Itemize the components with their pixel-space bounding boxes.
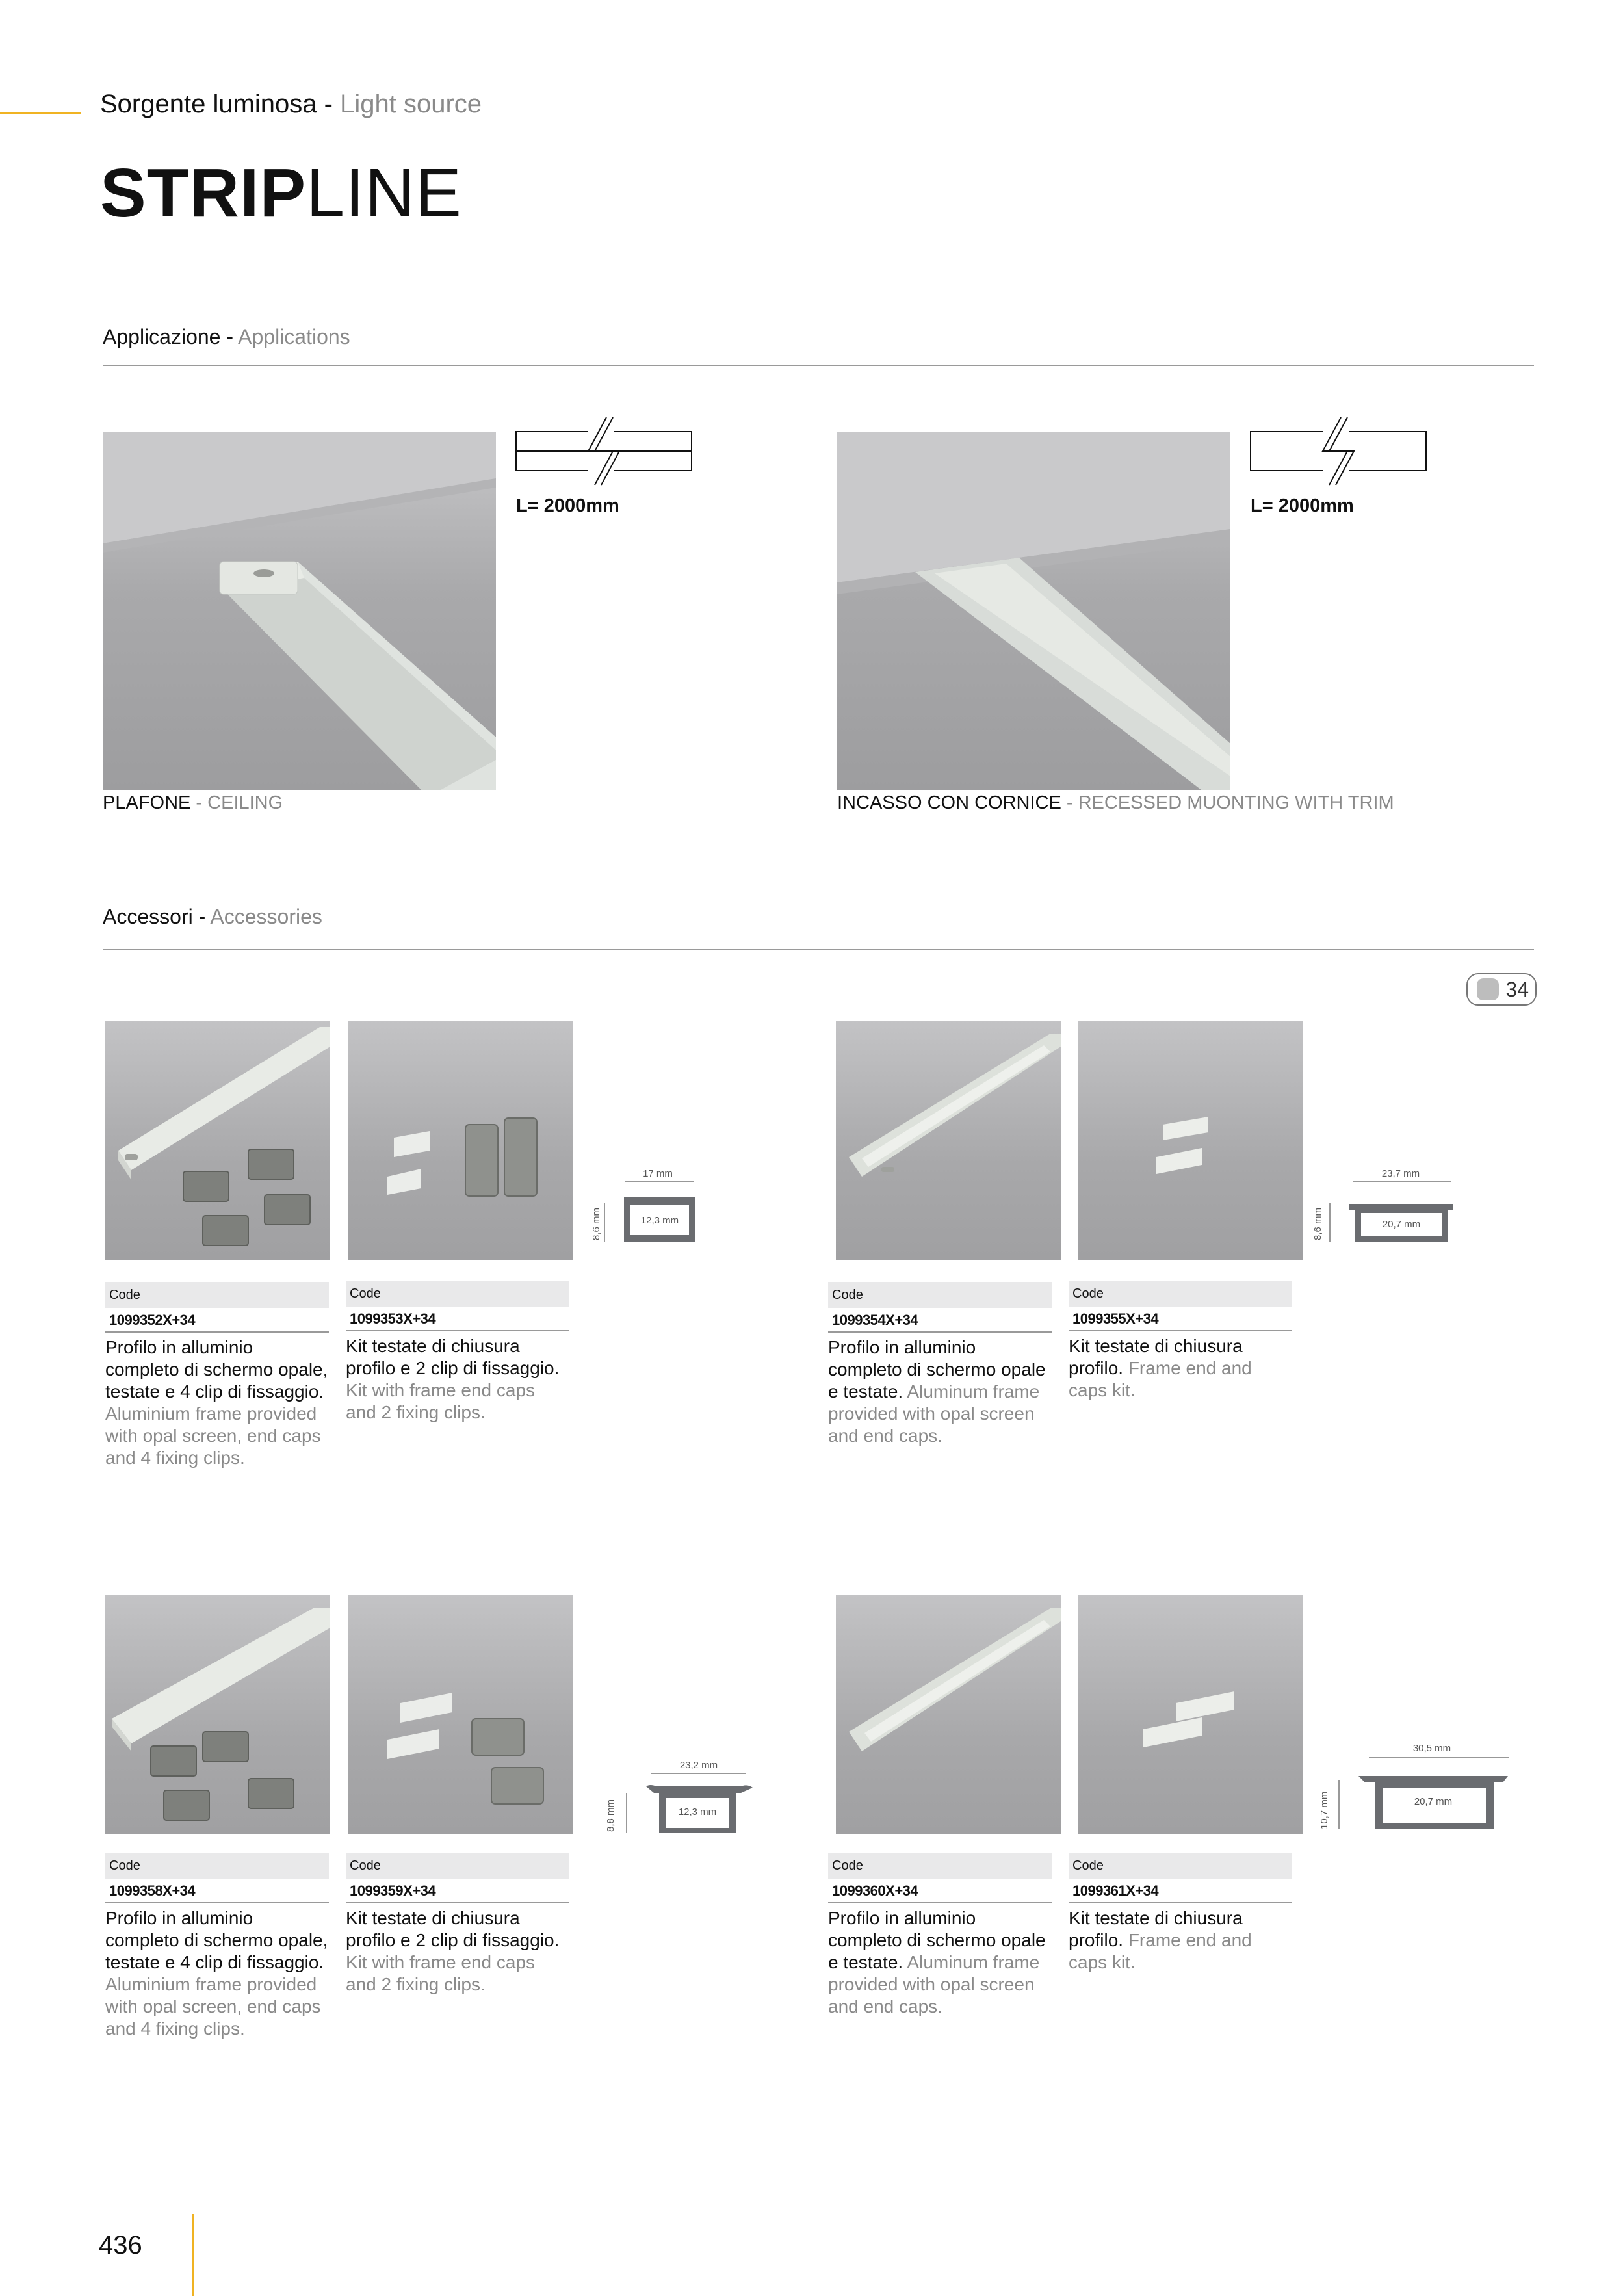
svg-text:10,7 mm: 10,7 mm [1319, 1791, 1330, 1829]
code-label: Code [346, 1281, 569, 1307]
product-code: 1099359X+34 [346, 1879, 569, 1903]
product-card-1099354X [828, 1282, 1052, 1447]
page-number: 436 [99, 2231, 142, 2260]
code-label: Code [828, 1853, 1052, 1879]
code-label: Code [346, 1853, 569, 1879]
product-thumb-1099360X [836, 1595, 1061, 1834]
accent-line-top [0, 112, 81, 114]
product-code: 1099360X+34 [828, 1879, 1052, 1903]
badge-icon [1477, 978, 1499, 1000]
product-description: Profilo in alluminio completo di schermo opale e testate. Aluminum frame provided with opal screen and end caps. [828, 1337, 1046, 1446]
product-thumb-1099358X [105, 1595, 330, 1834]
ceiling-caption: PLAFONE - CEILING [103, 792, 283, 813]
svg-text:17 mm: 17 mm [643, 1168, 673, 1179]
section-drawing-23-7mm [1306, 1164, 1475, 1255]
product-thumb-1099353X [348, 1021, 573, 1260]
svg-text:12,3 mm: 12,3 mm [640, 1215, 679, 1226]
product-title: STRIPLINE [100, 155, 462, 231]
product-code: 1099352X+34 [105, 1308, 329, 1333]
product-card-1099353X [346, 1281, 569, 1424]
ceiling-length-label: L= 2000mm [516, 495, 619, 516]
section-drawing-23-2mm [598, 1755, 767, 1846]
code-label: Code [1069, 1853, 1292, 1879]
ip-rating-badge: 34 [1466, 973, 1537, 1006]
section-drawing-30-5mm [1313, 1738, 1521, 1842]
accent-line-footer [192, 2214, 194, 2296]
code-label: Code [105, 1282, 329, 1308]
product-description: Profilo in alluminio completo di schermo opale, testate e 4 clip di fissaggio. Aluminium frame provided with opal screen, end caps and 4 fixing clips. [105, 1337, 328, 1468]
product-thumb-1099352X [105, 1021, 330, 1260]
svg-text:23,2 mm: 23,2 mm [679, 1760, 718, 1771]
applications-divider [103, 365, 1534, 366]
svg-text:30,5 mm: 30,5 mm [1412, 1743, 1451, 1754]
product-description: Kit testate di chiusura profilo. Frame end and caps kit. [1069, 1908, 1252, 1972]
product-code: 1099353X+34 [346, 1307, 569, 1331]
svg-text:8,8 mm: 8,8 mm [605, 1799, 616, 1832]
product-card-1099360X [828, 1853, 1052, 2018]
svg-text:23,7 mm: 23,7 mm [1381, 1168, 1420, 1179]
product-thumb-1099354X [836, 1021, 1061, 1260]
accessories-divider [103, 949, 1534, 950]
code-label: Code [105, 1853, 329, 1879]
accessories-heading: Accessori - Accessories [103, 905, 322, 928]
recessed-application-photo [837, 432, 1230, 790]
recessed-length-label: L= 2000mm [1251, 495, 1354, 516]
code-label: Code [828, 1282, 1052, 1308]
ceiling-application-photo [103, 432, 496, 790]
product-card-1099355X [1069, 1281, 1292, 1402]
svg-text:20,7 mm: 20,7 mm [1414, 1796, 1453, 1807]
product-description: Kit testate di chiusura profilo e 2 clip di fissaggio. Kit with frame end caps and 2 fixing clips. [346, 1336, 560, 1422]
product-code: 1099354X+34 [828, 1308, 1052, 1333]
svg-text:20,7 mm: 20,7 mm [1382, 1219, 1421, 1230]
section-title: Sorgente luminosa - Light source [100, 90, 482, 118]
product-card-1099361X [1069, 1853, 1292, 1974]
applications-heading: Applicazione - Applications [103, 325, 350, 348]
svg-text:12,3 mm: 12,3 mm [678, 1807, 717, 1818]
ceiling-profile-diagram [515, 417, 692, 489]
product-description: Profilo in alluminio completo di schermo opale, testate e 4 clip di fissaggio. Aluminium frame provided with opal screen, end caps and 4 fixing clips. [105, 1908, 328, 2039]
recessed-profile-diagram [1250, 417, 1427, 489]
section-drawing-17mm [585, 1164, 734, 1255]
recessed-caption: INCASSO CON CORNICE - RECESSED MUONTING WITH TRIM [837, 792, 1394, 813]
product-description: Kit testate di chiusura profilo e 2 clip di fissaggio. Kit with frame end caps and 2 fixing clips. [346, 1908, 560, 1994]
code-label: Code [1069, 1281, 1292, 1307]
product-card-1099359X [346, 1853, 569, 1996]
product-code: 1099355X+34 [1069, 1307, 1292, 1331]
svg-text:8,6 mm: 8,6 mm [1312, 1207, 1323, 1240]
product-thumb-1099361X [1078, 1595, 1303, 1834]
product-card-1099352X [105, 1282, 329, 1469]
product-thumb-1099355X [1078, 1021, 1303, 1260]
product-code: 1099361X+34 [1069, 1879, 1292, 1903]
product-thumb-1099359X [348, 1595, 573, 1834]
product-card-1099358X [105, 1853, 329, 2040]
svg-text:8,6 mm: 8,6 mm [591, 1207, 602, 1240]
product-description: Profilo in alluminio completo di schermo opale e testate. Aluminum frame provided with opal screen and end caps. [828, 1908, 1046, 2016]
product-code: 1099358X+34 [105, 1879, 329, 1903]
product-description: Kit testate di chiusura profilo. Frame end and caps kit. [1069, 1336, 1252, 1400]
